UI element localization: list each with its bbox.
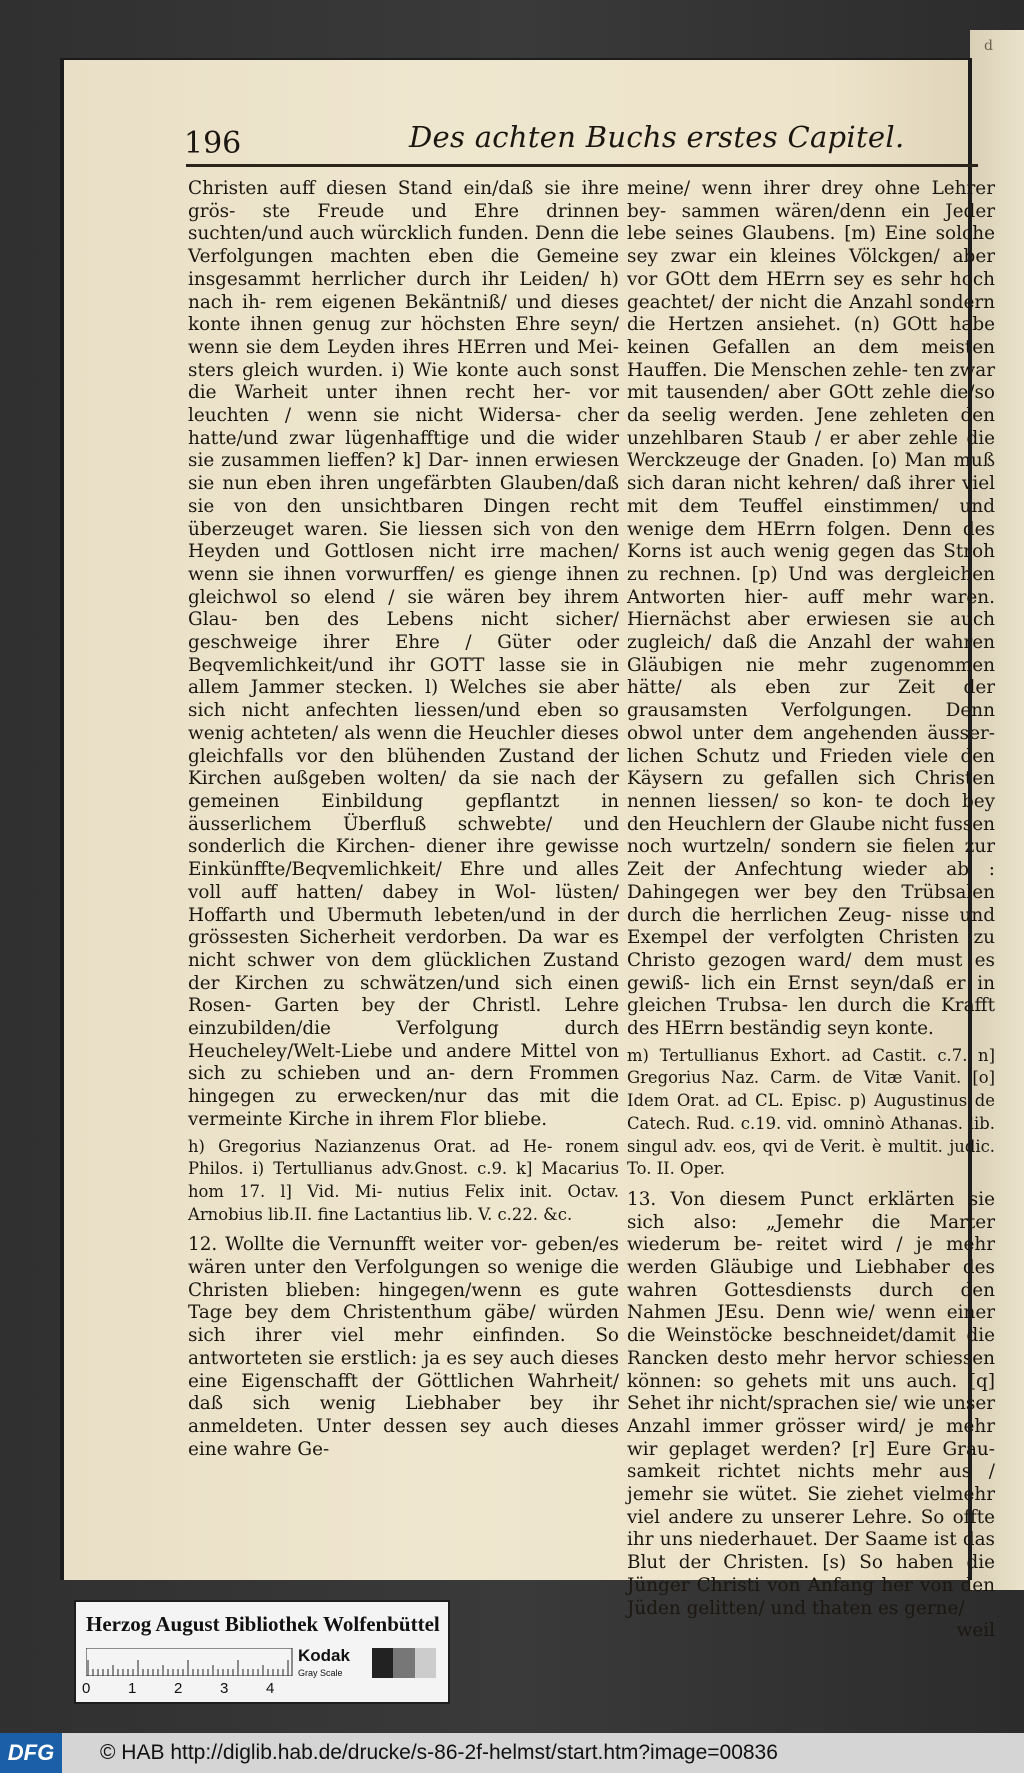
hab-color-card [74, 1600, 450, 1704]
dfg-logo: DFG [0, 1733, 62, 1773]
gray-patches [372, 1648, 436, 1678]
right-footnotes: m) Tertullianus Exhort. ad Castit. c.7. n] Gregorius Naz. Carm. de Vitæ Vanit. [o] Idem Orat. ad CL. Episc. p) Augustinus de Catech. Rud. c.19. vid. omninò Athanas. lib. singul adv. eos, qvi de Verit. è multit. judic. To. II. Oper. [627, 1045, 995, 1179]
catchword: weil [956, 1620, 995, 1642]
header-rule [186, 164, 978, 167]
left-footnotes: h) Gregorius Nazianzenus Orat. ad He- ronem Philos. i) Tertullianus adv.Gnost. c.9. k] Macarius hom 17. l] Vid. Mi- nutius Felix init. Octav. Arnobius lib.II. fine Lactantius lib. V. c.22. &c. [188, 1136, 619, 1224]
ruler-number-1: 1 [128, 1680, 137, 1697]
page-number: 196 [184, 126, 242, 161]
copyright-link[interactable]: © HAB http://diglib.hab.de/drucke/s-86-2f-helmst/start.htm?image=00836 [100, 1741, 778, 1764]
kodak-logo: Kodak [298, 1646, 350, 1665]
ruler-number-0: 0 [82, 1680, 91, 1697]
footer-bar [0, 1733, 1024, 1773]
right-paragraph-2: 13. Von diesem Punct erklärten sie sich also: „Jemehr die Marter wiederum be- reitet wird / je mehr werden Gläubige und Liebhaber des wahren Gottesdiensts durch den Nahmen JEsu. Denn wie/ wenn einer die Weinstöcke beschneidet/damit die Rancken desto mehr hervor schiessen können: so gehets mit uns auch. [q] Sehet ihr nicht/sprachen sie/ wie unser Anzahl immer grösser wird/ je mehr wir geplaget werden? [r] Eure Grau- samkeit richtet nichts mehr aus / jemehr sie wütet. Sie ziehet vielmehr viel andere zu unserer Lehre. So offte ihr uns niederhauet. Der Saame ist das Blut der Christen. [s) So haben die Jünger Christi von Anfang her von den Jüden gelitten/ und thaten es gerne/ [627, 1188, 995, 1619]
running-head: Des achten Buchs erstes Capitel. [409, 120, 905, 154]
ruler-number-4: 4 [266, 1680, 275, 1697]
ruler-number-2: 2 [174, 1680, 183, 1697]
right-paragraph-1: meine/ wenn ihrer drey ohne Lehrer bey- sammen wären/denn ein Jeder lebe seines Glaubens. [m) Eine solche sey zwar ein kleines Völckgen/ aber vor GOtt dem HErrn sey es sehr hoch geachtet/ der nicht die Anzahl sondern die Hertzen ansiehet. (n) GOtt habe keinen Gefallen an dem meisten Hauffen. Die Menschen zehle- ten zwar mit tausenden/ aber GOtt zehle die/so da seelig werden. Jene zehleten den unzehlbaren Staub / er aber zehle die Werckzeuge der Gnaden. [o) Man muß sich daran nicht kehren/ daß ihrer viel mit dem Teuffel einstimmen/ und wenige dem HErrn folgen. Denn des Korns ist auch wenig gegen das Stroh zu rechnen. [p) Und was dergleichen Antworten hier- auff mehr waren. Hiernächst aber erwiesen sie auch zugleich/ daß die Anzahl der wahren Gläubigen nie mehr zugenommen hätte/ als eben zur Zeit der grausamsten Verfolgungen. Denn obwol unter dem angehenden äusser- lichen Schutz und Frieden viele den Käysern zu gefallen sich Christen nennen liessen/ so kon- te doch bey den Heuchlern der Glaube nicht fussen noch wurtzeln/ sondern sie fielen zur Zeit der Anfechtung wieder ab : Dahingegen wer bey den Trübsalen durch die herrlichen Zeug- nisse und Exempel der verfolgten Christen zu Christo gezogen ward/ dem must es gewiß- lich ein Ernst seyn/daß er in gleichen Trubsa- len durch die Krafft des HErrn beständig seyn konte. [627, 178, 995, 1040]
hab-card-title: Herzog August Bibliothek Wolfenbüttel [86, 1612, 440, 1636]
gray-scale-label: Gray Scale [298, 1668, 343, 1678]
left-paragraph-2: 12. Wollte die Vernunfft weiter vor- geben/es wären unter den Verfolgungen so wenige die Christen blieben: hingegen/wenn es gute Tage bey dem Christenthum gäbe/ würden sich ihrer viel mehr einfinden. So antworteten sie erstlich: ja es sey auch dieses eine Eigenschafft der Göttlichen Wahrheit/ daß sich wenig Liebhaber bey ihr anmeldeten. Unter dessen sey auch dieses eine wahre Ge- [188, 1234, 619, 1460]
right-column [627, 178, 995, 1643]
left-paragraph-1: Christen auff diesen Stand ein/daß sie ihre grös- ste Freude und Ehre drinnen suchten/und auch würcklich funden. Denn die Verfolgungen machten eben die Gemeine insgesammt herrlicher durch ihr Leiden/ h) nach ih- rem eigenen Bekäntniß/ und dieses konte ihnen genug zur höchsten Ehre seyn/ wenn sie dem Leyden ihres HErren und Mei- sters gleich wurden. i) Wie konte auch sonst die Warheit unter ihnen recht her- vor leuchten / wenn sie nicht Widersa- cher hatte/und zwar lügenhafftige und die wider sie zusammen lieffen? k] Dar- innen erwiesen sie nun eben ihren ungefärbten Glauben/daß sie von den unsichtbaren Dingen recht überzeuget waren. Sie liessen sich von den Heyden und Gottlosen nicht irre machen/ wenn sie ihnen vorwurffen/ es gienge ihnen gleichwol so elend / sie wären bey ihrem Glau- ben des Lebens nicht sicher/ geschweige ihrer Ehre / Güter oder Beqvemlichkeit/und ihr GOTT lasse sie in allem Jammer stecken. l) Welches sie aber sich nicht anfechten liessen/und eben so wenig achteten/ als wenn die Heuchler dieses gleichfalls vor den blühenden Zustand der Kirchen außgeben wolten/ da sie nach der gemeinen Einbildung gepflantzt in äusserlichem Überfluß schwebte/ und sonderlich die Kirchen- diener ihre gewisse Einkünffte/Beqvemlichkeit/ Ehre und alles voll auff hatten/ dabey in Wol- lüsten/ Hoffarth und Ubermuth lebeten/und in der grössesten Sicherheit verdorben. Da war es nicht schwer von dem glücklichen Zustand der Kirchen zu schwätzen/und sich einen Rosen- Garten bey der Christl. Lehre einzubilden/die Verfolgung durch Heucheley/Welt-Liebe und andere Mittel von sich zu schieben und an- dern Frommen hingegen zu erwecken/nur das mit die vermeinte Kirche in ihrem Flor bliebe. [188, 178, 619, 1130]
left-column [188, 178, 619, 1461]
next-page-mark: d [984, 38, 993, 54]
ruler-number-3: 3 [220, 1680, 229, 1697]
